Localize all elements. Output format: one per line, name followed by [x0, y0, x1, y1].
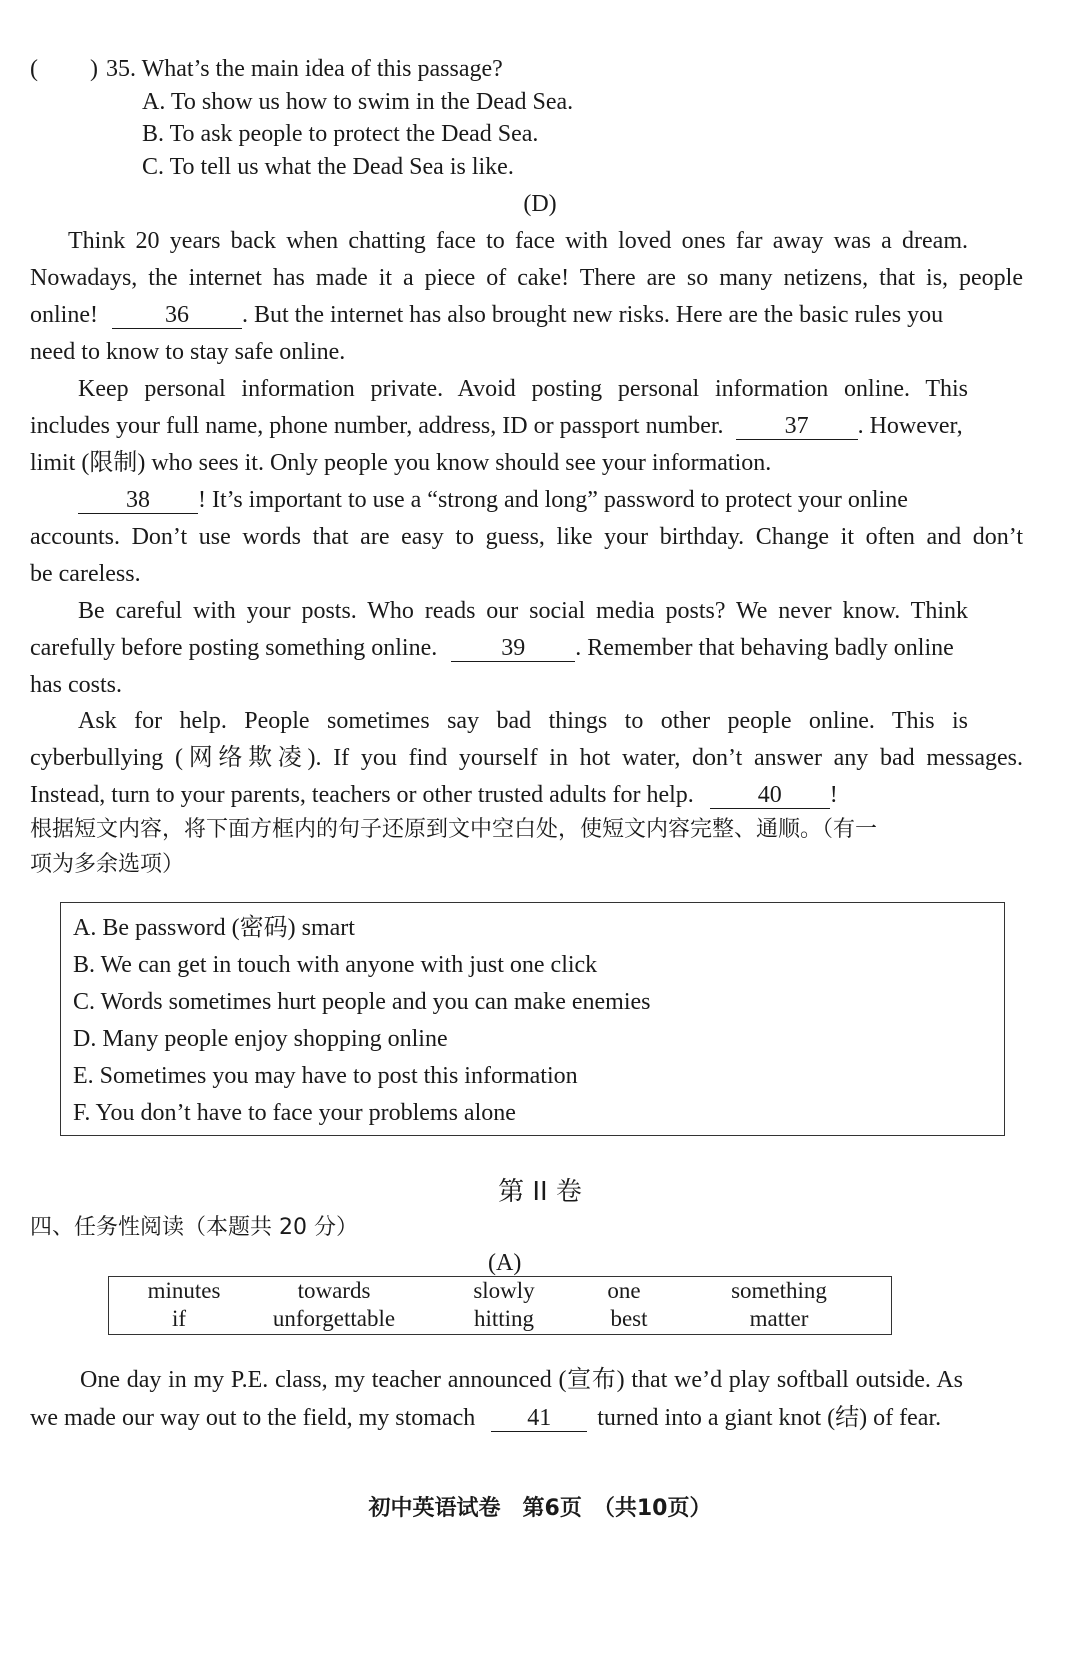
- passage-text: Instead, turn to your parents, teachers or other trusted adults for help.: [30, 782, 694, 808]
- passage-line: [30, 300, 1023, 330]
- page-footer: 初中英语试卷 第6页 （共10页）: [368, 1496, 712, 1521]
- blank-36[interactable]: 36: [112, 302, 242, 329]
- passage-text: . However,: [857, 413, 963, 439]
- word-bank-word: towards: [297, 1278, 371, 1303]
- word-bank-word: best: [610, 1306, 648, 1331]
- passage-line: limit (限制) who sees it. Only people you know should see your information.: [30, 450, 772, 476]
- word-bank-word: one: [607, 1278, 641, 1303]
- blank-40[interactable]: 40: [710, 782, 830, 809]
- word-bank-word: unforgettable: [272, 1306, 396, 1331]
- word-bank-word: hitting: [473, 1306, 535, 1331]
- word-bank-word: slowly: [473, 1278, 535, 1303]
- option-e: E. Sometimes you may have to post this information: [73, 1063, 578, 1089]
- passage-text: . But the internet has also brought new risks. Here are the basic rules you: [241, 302, 944, 328]
- passage-text: ! It’s important to use a “strong and long” password to protect your online: [198, 487, 908, 513]
- blank-39[interactable]: 39: [451, 635, 575, 662]
- option-f: F. You don’t have to face your problems alone: [73, 1100, 516, 1126]
- option-b: B. We can get in touch with anyone with just one click: [73, 952, 598, 978]
- passage-line: Nowadays, the internet has made it a piece of cake! There are so many netizens, that is, people: [30, 265, 1023, 291]
- instruction-text: 根据短文内容，将下面方框内的句子还原到文中空白处，使短文内容完整、通顺。（有一: [30, 817, 878, 842]
- passage-line: One day in my P.E. class, my teacher announced (宣布) that we’d play softball outside. As: [80, 1367, 963, 1393]
- passage-text: carefully before posting something online.: [30, 635, 438, 661]
- passage-line: [30, 780, 1023, 810]
- passage-line: [30, 1403, 1023, 1433]
- passage-line: cyberbullying (网络欺凌). If you find yourself in hot water, don’t answer any bad messages.: [30, 745, 1023, 771]
- q35-option-c: C. To tell us what the Dead Sea is like.: [142, 154, 514, 180]
- option-d: D. Many people enjoy shopping online: [73, 1026, 448, 1052]
- section-title: 第 II 卷: [498, 1177, 582, 1207]
- passage-text: includes your full name, phone number, address, ID or passport number.: [30, 413, 724, 439]
- blank-41[interactable]: 41: [491, 1405, 587, 1432]
- answer-paren-open: (: [30, 56, 38, 82]
- word-bank: [108, 1276, 892, 1335]
- option-c: C. Words sometimes hurt people and you can make enemies: [73, 989, 651, 1015]
- passage-d-label: (D): [523, 191, 557, 217]
- word-bank-word: matter: [749, 1306, 809, 1331]
- passage-line: [30, 411, 1023, 441]
- instruction-text: 项为多余选项）: [30, 852, 185, 877]
- passage-line: be careless.: [30, 561, 141, 587]
- passage-line: [30, 633, 1023, 663]
- passage-line: Think 20 years back when chatting face to face with loved ones far away was a dream.: [68, 228, 968, 254]
- question-35: 35. What’s the main idea of this passage?: [106, 56, 503, 82]
- passage-line: Keep personal information private. Avoid posting personal information online. This: [78, 376, 968, 402]
- option-box: [60, 902, 1005, 1136]
- passage-a-label: (A): [488, 1250, 522, 1276]
- word-bank-word: something: [731, 1278, 827, 1303]
- q35-option-b: B. To ask people to protect the Dead Sea.: [142, 121, 539, 147]
- passage-text: we made our way out to the field, my stomach: [30, 1405, 476, 1431]
- answer-paren-close: ): [90, 56, 98, 82]
- option-a: A. Be password (密码) smart: [73, 915, 355, 941]
- passage-text: online!: [30, 302, 98, 328]
- passage-line: Be careful with your posts. Who reads our social media posts? We never know. Think: [78, 598, 968, 624]
- blank-37[interactable]: 37: [736, 413, 858, 440]
- passage-line: has costs.: [30, 672, 122, 698]
- word-bank-word: minutes: [147, 1278, 221, 1303]
- blank-38[interactable]: 38: [78, 487, 198, 514]
- word-bank-word: if: [171, 1306, 187, 1331]
- passage-text: !: [829, 782, 838, 808]
- passage-line: need to know to stay safe online.: [30, 339, 346, 365]
- passage-line: Ask for help. People sometimes say bad things to other people online. This is: [78, 708, 968, 734]
- section-heading: 四、任务性阅读（本题共 20 分）: [30, 1215, 358, 1240]
- passage-text: turned into a giant knot (结) of fear.: [597, 1405, 942, 1431]
- q35-option-a: A. To show us how to swim in the Dead Sea.: [142, 89, 574, 115]
- passage-line: accounts. Don’t use words that are easy to guess, like your birthday. Change it often and don’t: [30, 524, 1023, 550]
- passage-text: . Remember that behaving badly online: [575, 635, 954, 661]
- passage-line: [78, 485, 968, 515]
